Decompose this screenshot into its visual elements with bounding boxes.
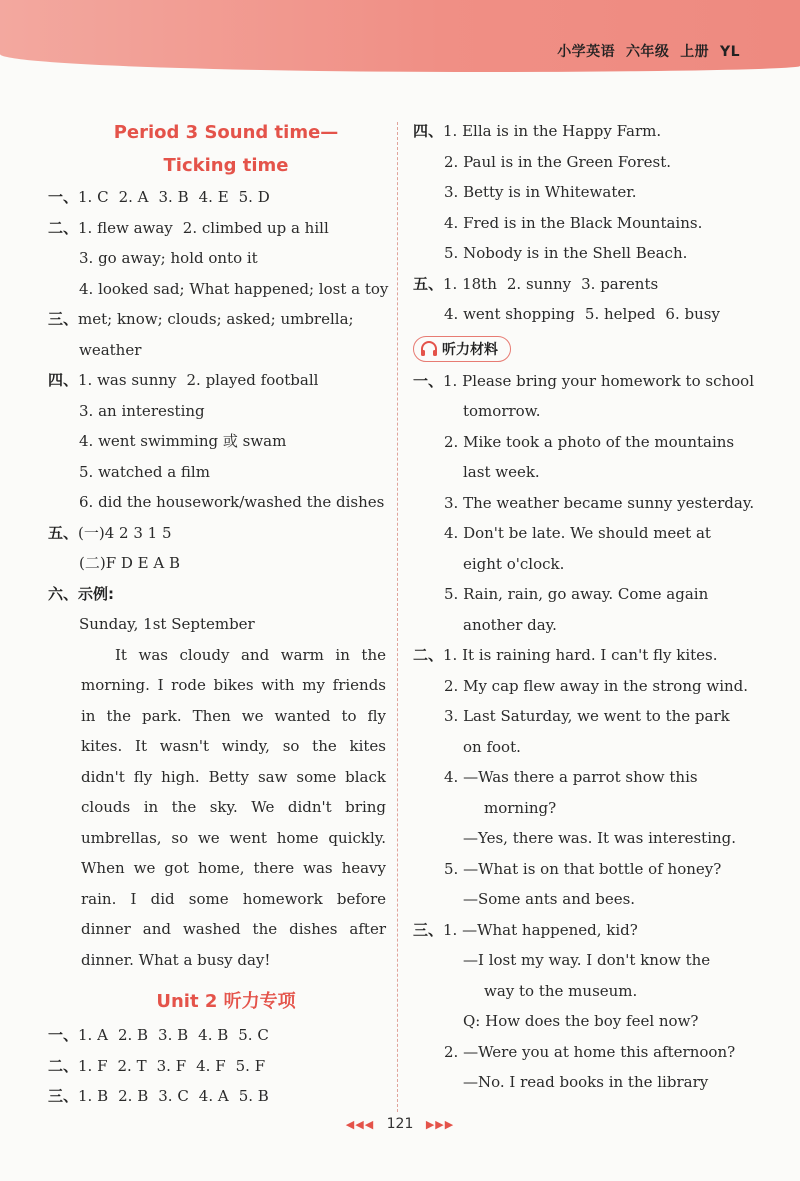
answer-line: 4. Fred is in the Black Mountains. <box>444 213 703 232</box>
answer-line: weather <box>79 340 142 359</box>
listening-material-badge <box>413 336 511 362</box>
script-line: 5. Rain, rain, go away. Come again <box>444 585 709 603</box>
answer-line: 三、met; know; clouds; asked; umbrella; <box>48 310 354 328</box>
answer-line: 四、1. was sunny 2. played football <box>48 371 319 389</box>
unit-title: Unit 2 听力专项 <box>156 991 296 1012</box>
answer-line: 5. Nobody is in the Shell Beach. <box>444 244 688 262</box>
script-line: —Yes, there was. It was interesting. <box>463 829 737 847</box>
answer-line: 二、1. F 2. T 3. F 4. F 5. F <box>48 1056 266 1075</box>
script-line: —Some ants and bees. <box>463 890 636 908</box>
script-line: 4. Don't be late. We should meet at <box>444 524 711 542</box>
answer-line: 4. went shopping 5. helped 6. busy <box>444 305 720 323</box>
script-line: 2. —Were you at home this afternoon? <box>444 1042 736 1061</box>
answer-line: 6. did the housework/washed the dishes <box>79 493 385 511</box>
script-line: tomorrow. <box>463 402 541 420</box>
answer-line: 六、示例: <box>48 584 115 603</box>
edition: YL <box>719 44 740 60</box>
essay-line: morning. I rode bikes with my friends <box>81 676 386 694</box>
answer-line: 3. an interesting <box>79 401 205 420</box>
script-line: —No. I read books in the library <box>463 1073 709 1091</box>
answer-line: 五、1. 18th 2. sunny 3. parents <box>413 274 659 293</box>
answer-line: 3. Betty is in Whitewater. <box>444 183 637 201</box>
script-line: 二、1. It is raining hard. I can't fly kites. <box>413 646 718 664</box>
period-title-line1: Period 3 Sound time— <box>113 122 339 143</box>
essay-line: rain. I did some homework before <box>81 889 386 908</box>
script-line: Q: How does the boy feel now? <box>463 1012 699 1030</box>
script-line: eight o'clock. <box>463 554 565 573</box>
script-line: —I lost my way. I don't know the <box>463 951 711 969</box>
essay-line: When we got home, there was heavy <box>81 859 386 877</box>
left-column <box>48 116 389 1112</box>
answer-line: (二)F D E A B <box>79 554 181 572</box>
prev-arrows-icon: ◀◀◀ <box>345 1118 375 1131</box>
answer-line: 三、1. B 2. B 3. C 4. A 5. B <box>48 1087 269 1105</box>
grade: 六年级 <box>625 44 670 60</box>
essay-line: didn't fly high. Betty saw some black <box>81 767 386 786</box>
column-divider <box>397 122 398 1112</box>
volume: 上册 <box>680 44 710 60</box>
script-line: 一、1. Please bring your homework to school <box>413 371 754 390</box>
essay-line: in the park. Then we wanted to fly <box>81 706 386 725</box>
essay-line: dinner. What a busy day! <box>81 950 271 969</box>
header-band <box>0 0 800 72</box>
essay-line: It was cloudy and warm in the <box>115 645 386 664</box>
answer-line: 五、(一)4 2 3 1 5 <box>48 523 172 542</box>
page-number: 121 <box>386 1116 414 1132</box>
answer-line: 4. looked sad; What happened; lost a toy <box>79 279 389 298</box>
script-line: another day. <box>463 615 557 634</box>
page-footer <box>0 1116 800 1132</box>
headphone-icon <box>420 341 438 357</box>
script-line: 3. The weather became sunny yesterday. <box>444 493 755 512</box>
answer-line: 一、1. A 2. B 3. B 4. B 5. C <box>48 1026 269 1044</box>
script-line: 2. My cap flew away in the strong wind. <box>444 676 749 695</box>
right-column <box>413 116 758 1098</box>
header-meta <box>557 41 740 61</box>
script-line: 3. Last Saturday, we went to the park <box>444 707 730 725</box>
essay <box>48 640 386 976</box>
subject: 小学英语 <box>557 44 616 60</box>
answer-line: 2. Paul is in the Green Forest. <box>444 152 671 171</box>
answer-line: 一、1. C 2. A 3. B 4. E 5. D <box>48 188 270 206</box>
answer-line: 二、1. flew away 2. climbed up a hill <box>48 218 329 237</box>
script-line: on foot. <box>463 737 521 756</box>
essay-date: Sunday, 1st September <box>79 615 255 633</box>
badge-label: 听力材料 <box>442 341 498 358</box>
script-line: 5. —What is on that bottle of honey? <box>444 859 722 878</box>
script-line: morning? <box>484 798 557 817</box>
next-arrows-icon: ▶▶▶ <box>425 1118 455 1131</box>
period-title-line2: Ticking time <box>163 155 289 176</box>
script-line: last week. <box>463 463 540 481</box>
essay-line: dinner and washed the dishes after <box>81 920 386 938</box>
essay-line: umbrellas, so we went home quickly. <box>81 828 386 847</box>
script-line: 2. Mike took a photo of the mountains <box>444 432 735 451</box>
answer-line: 四、1. Ella is in the Happy Farm. <box>413 122 662 140</box>
answer-line: 3. go away; hold onto it <box>79 249 258 267</box>
answer-line: 5. watched a film <box>79 462 210 481</box>
answer-line: 4. went swimming 或 swam <box>79 432 287 450</box>
script-line: 三、1. —What happened, kid? <box>413 920 638 939</box>
script-line: way to the museum. <box>484 981 638 1000</box>
essay-line: kites. It wasn't windy, so the kites <box>81 737 386 755</box>
script-line: 4. —Was there a parrot show this <box>444 768 698 786</box>
essay-line: clouds in the sky. We didn't bring <box>81 798 386 816</box>
